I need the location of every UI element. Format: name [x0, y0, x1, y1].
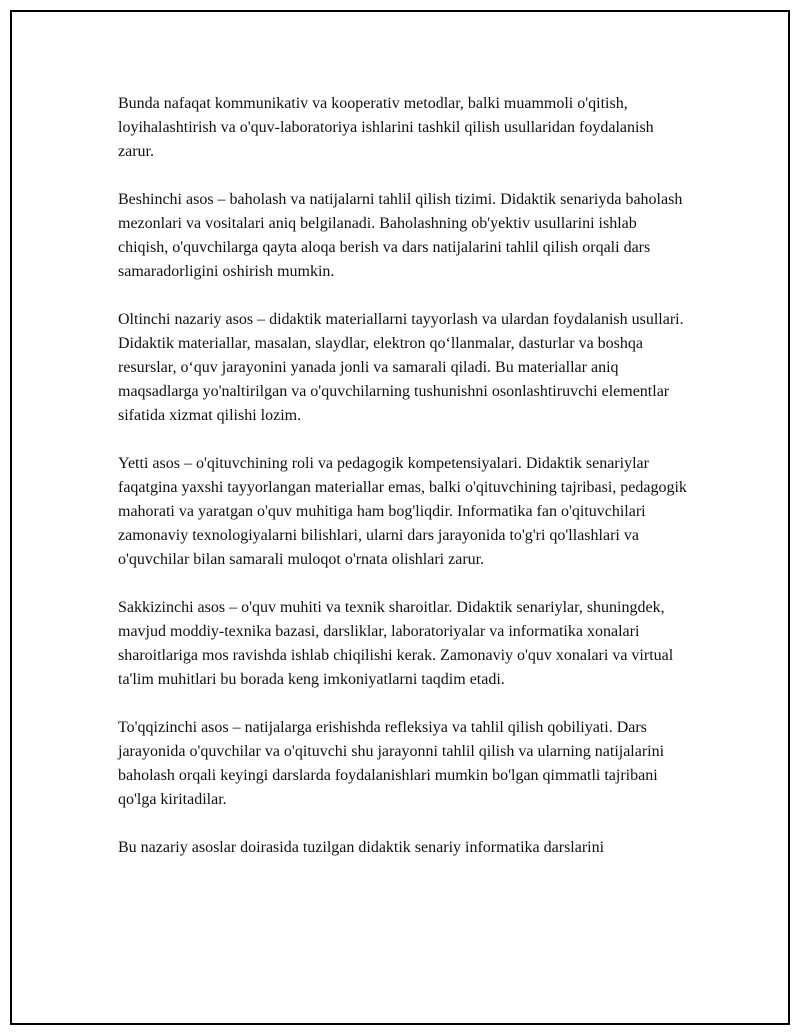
paragraph: Sakkizinchi asos – o'quv muhiti va texnik sharoitlar. Didaktik senariylar, shuningdek, mavjud moddiy-texnika bazasi, darsliklar, laboratoriyalar va informatika xonalari sharoitlariga mos ravishda ishlab chiqilishi kerak. Zamonaviy o'quv xonalari va virtual ta'lim muhitlari bu borada keng imkoniyatlarni taqdim etadi. — [118, 599, 674, 688]
paragraph: Yetti asos – o'qituvchining roli va pedagogik kompetensiyalari. Didaktik senariylar faqatgina yaxshi tayyorlangan materiallar emas, balki o'qituvchining tajribasi, pedagogik mahorati va yaratgan o'quv muhitiga ham bog'liqdir. Informatika fan o'qituvchilari zamonaviy texnologiyalarni bilishlari, ularni dars jarayonida to'g'ri qo'llashlari va o'quvchilar bilan samarali muloqot o'rnata olishlari zarur. — [118, 455, 687, 568]
document-body — [118, 92, 688, 884]
paragraph: Beshinchi asos – baholash va natijalarni tahlil qilish tizimi. Didaktik senariyda baholash mezonlari va vositalari aniq belgilanadi. Baholashning ob'yektiv usullarini ishlab chiqish, o'quvchilarga qayta aloqa berish va dars natijalarini tahlil qilish orqali dars samaradorligini oshirish mumkin. — [118, 191, 683, 280]
paragraph: To'qqizinchi asos – natijalarga erishishda refleksiya va tahlil qilish qobiliyati. Dars jarayonida o'quvchilar va o'qituvchi shu jarayonni tahlil qilish va ularning natijalarini baholash orqali keyingi darslarda foydalanishlari mumkin bo'lgan qimmatli tajribani qo'lga kiritadilar. — [118, 719, 665, 808]
paragraph: Oltinchi nazariy asos – didaktik materiallarni tayyorlash va ulardan foydalanish usullari. Didaktik materiallar, masalan, slaydlar, elektron qo‘llanmalar, dasturlar va boshqa resurslar, o‘quv jarayonini yanada jonli va samarali qiladi. Bu materiallar aniq maqsadlarga yo'naltirilgan va o'quvchilarning tushunishni osonlashtiruvchi elementlar sifatida xizmat qilishi lozim. — [118, 311, 684, 424]
paragraph: Bu nazariy asoslar doirasida tuzilgan didaktik senariy informatika darslarini — [118, 839, 605, 856]
paragraph: Bunda nafaqat kommunikativ va kooperativ metodlar, balki muammoli o'qitish, loyihalashtirish va o'quv-laboratoriya ishlarini tashkil qilish usullaridan foydalanish zarur. — [118, 95, 654, 160]
